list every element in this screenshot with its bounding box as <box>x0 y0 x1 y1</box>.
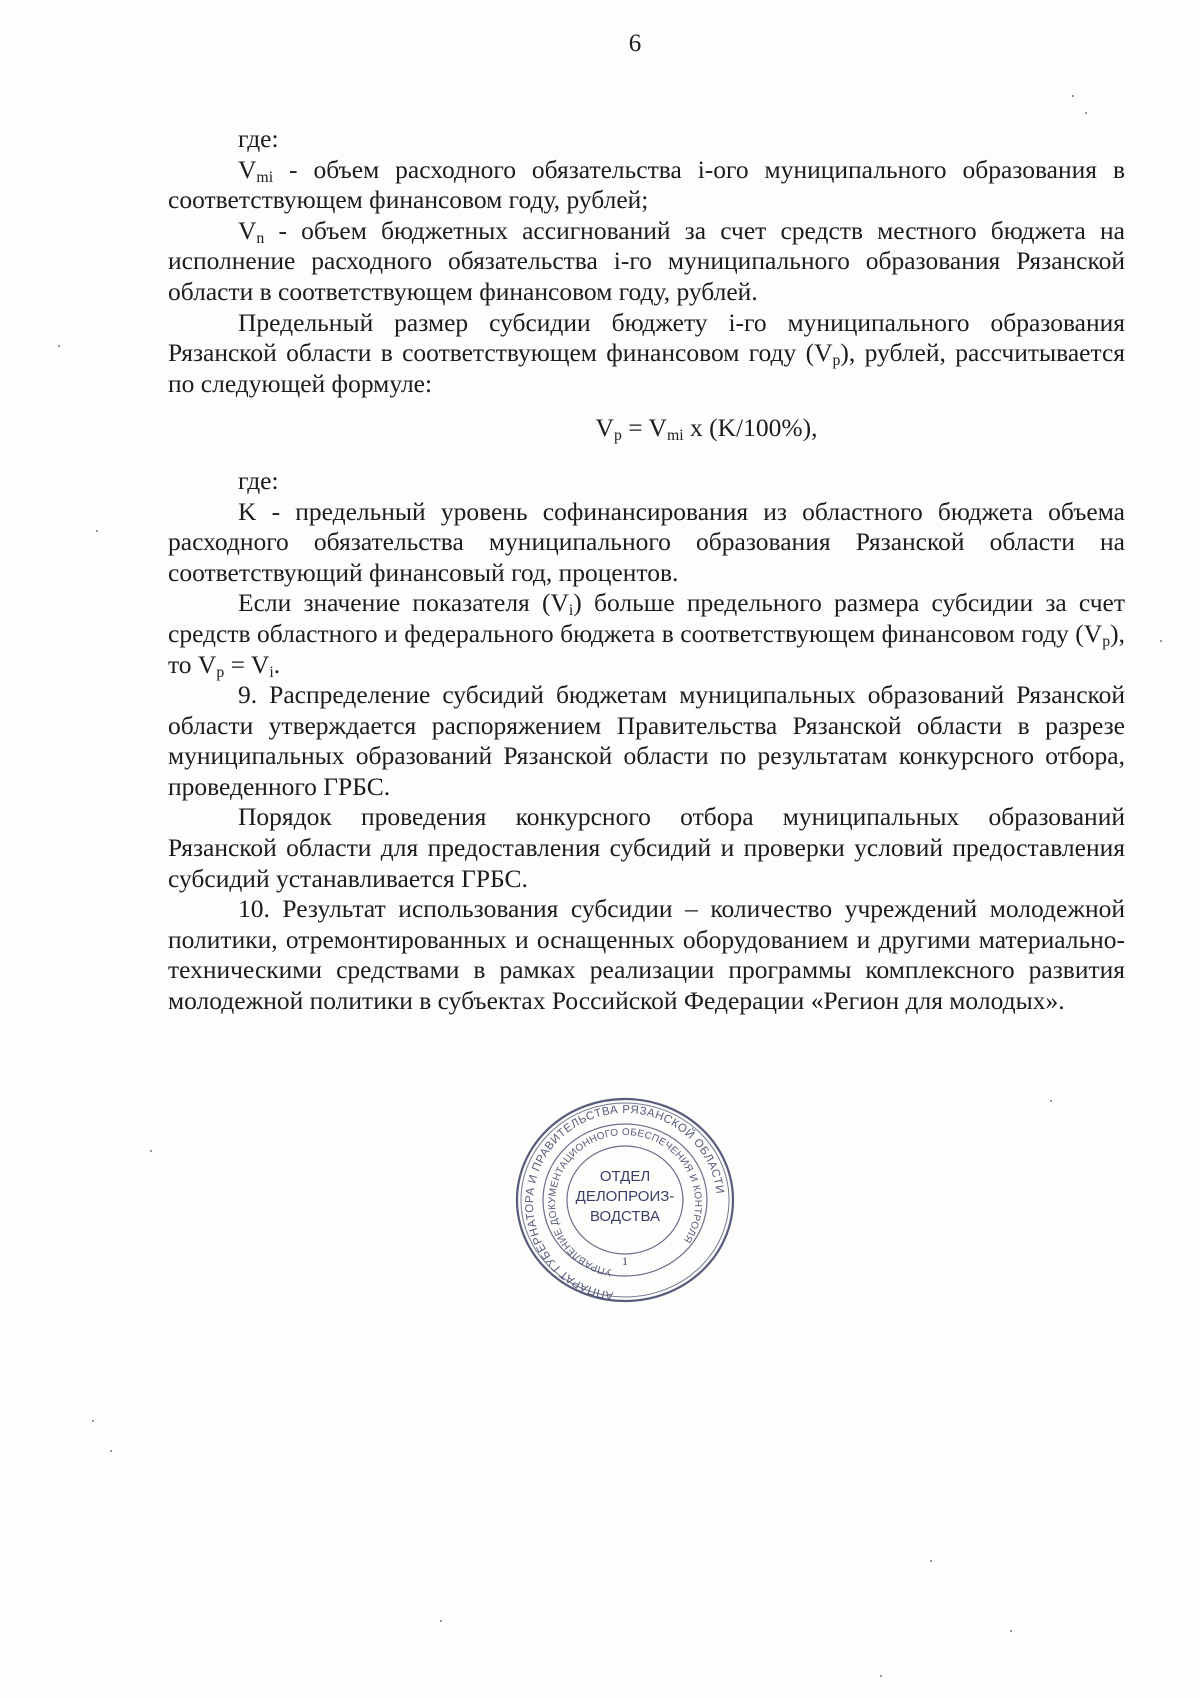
paragraph-k-definition: K - предельный уровень софинансирования из областного бюджета объема расходного обязательства муниципального образования Рязанской области на соответствующий финансовый год, процентов. <box>168 496 1125 587</box>
formula: $V_p = V_{mi}$ x (K/100%), <box>595 413 818 445</box>
stamp-outer-text: АППАРАТ ГУБЕРНАТОРА И ПРАВИТЕЛЬСТВА РЯЗАНСКОЙ ОБЛАСТИ <box>523 1103 726 1302</box>
scan-speck <box>1085 112 1087 114</box>
paragraph-vn-definition: $V_n$ - объем бюджетных ассигнований за счет средств местного бюджета на исполнение расходного обязательства i-го муниципального образования Рязанской области в соответствующем финансовом году, рублей. <box>168 215 1125 306</box>
official-stamp <box>511 1095 739 1305</box>
stamp-seal-icon <box>511 1095 739 1305</box>
stamp-center-line-3: ВОДСТВА <box>589 1208 661 1225</box>
paragraph-item-9: 9. Распределение субсидий бюджетам муниципальных образований Рязанской области утверждается распоряжением Правительства Рязанской области в разрезе муниципальных образований Рязанской области по результатам конкурсного отбора, проведенного ГРБС. <box>168 680 1125 801</box>
scan-speck <box>92 1420 94 1422</box>
scan-speck <box>1050 1100 1052 1102</box>
paragraph-vmi-definition: $V_{mi}$ - объем расходного обязательства i-ого муниципального образования в соответствующем финансовом году, рублей; <box>168 154 1125 215</box>
paragraph-where-1: где: <box>238 124 279 153</box>
scan-speck <box>150 1150 152 1152</box>
scan-speck <box>96 530 98 532</box>
document-body <box>168 124 1125 1017</box>
scan-speck <box>1072 95 1074 97</box>
paragraph-vi-condition: Если значение показателя $(V_i)$ больше предельного размера субсидии за счет средств областного и федерального бюджета в соответствующем финансовом году $(V_p)$, то $V_p = V_i$. <box>168 588 1126 681</box>
scan-speck <box>110 1450 112 1452</box>
scan-speck <box>880 1675 882 1677</box>
scan-speck <box>1010 1630 1012 1632</box>
paragraph-limit-size: Предельный размер субсидии бюджету i-го муниципального образования Рязанской области в соответствующем финансовом году $(V_p)$, рублей, рассчитывается по следующей формуле: <box>168 307 1125 398</box>
paragraph-selection-procedure: Порядок проведения конкурсного отбора муниципальных образований Рязанской области для предоставления субсидий и проверки условий предоставления субсидий устанавливается ГРБС. <box>168 802 1125 893</box>
scan-speck <box>1160 640 1162 642</box>
paragraph-where-2: где: <box>238 465 279 495</box>
scan-speck <box>930 1560 932 1562</box>
stamp-center-line-1: ОТДЕЛ <box>599 1168 651 1185</box>
page-number: 6 <box>628 30 642 57</box>
scan-speck <box>58 345 60 347</box>
scan-speck <box>440 1620 442 1622</box>
stamp-center-line-2: ДЕЛОПРОИЗ- <box>575 1188 675 1205</box>
paragraph-item-10: 10. Результат использования субсидии – количество учреждений молодежной политики, отремонтированных и оснащенных оборудованием и другими материально-техническими средствами в рамках реализации программы комплексного развития молодежной политики в субъектах Российской Федерации «Регион для молодых». <box>168 894 1125 1016</box>
stamp-inner-text: УПРАВЛЕНИЕ ДОКУМЕНТАЦИОННОГО ОБЕСПЕЧЕНИЯ И КОНТРОЛЯ <box>546 1126 704 1278</box>
stamp-number: 1 <box>622 1254 628 1268</box>
